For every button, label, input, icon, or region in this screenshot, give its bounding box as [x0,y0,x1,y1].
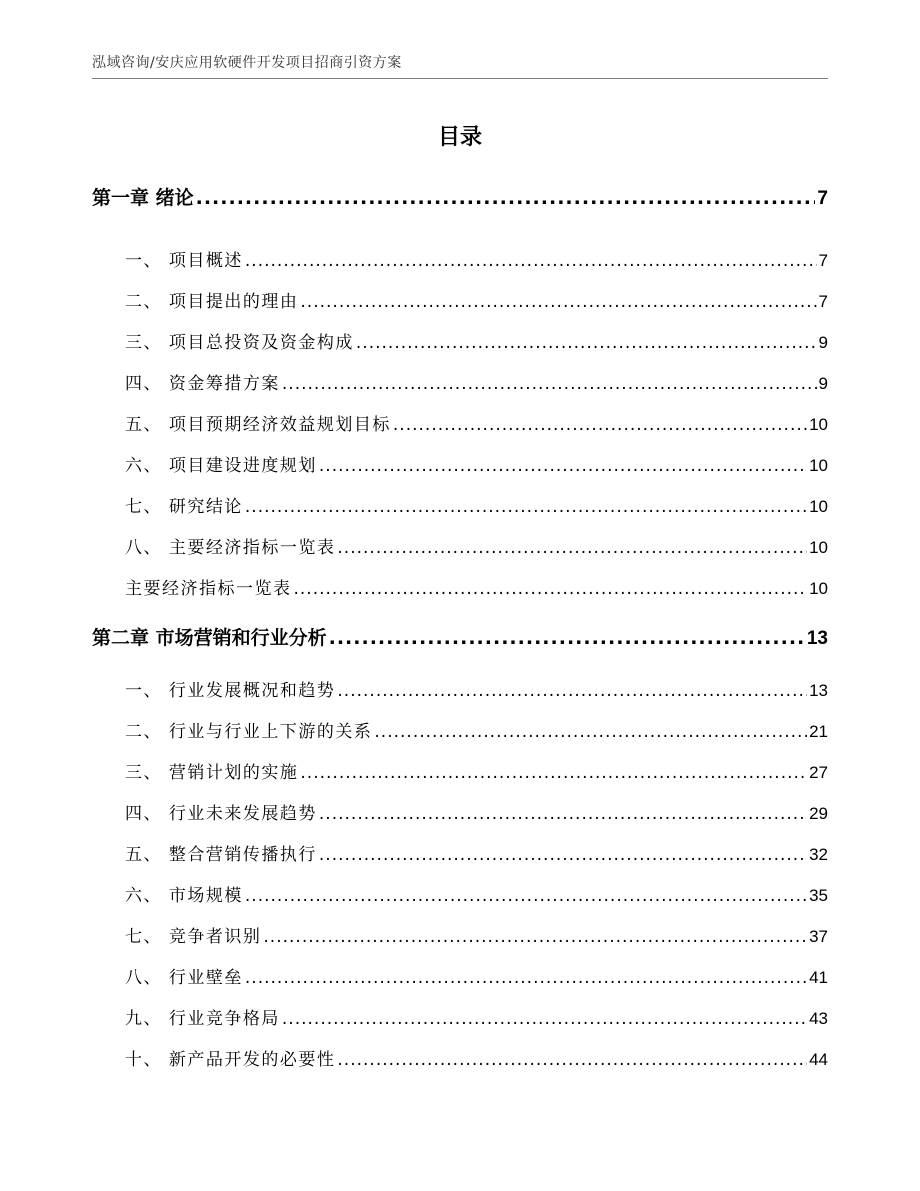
dot-leader [337,681,807,701]
toc-entry[interactable] [92,451,828,476]
toc-chapter-2[interactable] [92,623,828,650]
toc-entry[interactable] [92,492,828,517]
toc-page-number: 27 [809,763,828,782]
toc-page-number: 21 [809,722,828,741]
toc-entry-label: 一、 项目概述 [125,251,243,271]
dot-leader [294,579,808,599]
dot-leader [282,1009,807,1029]
dot-leader [245,251,817,271]
toc-entry-label: 七、 研究结论 [125,497,243,517]
dot-leader [263,927,807,947]
toc-entry[interactable] [92,758,828,783]
toc-entry[interactable] [92,717,828,742]
toc-page-number: 29 [809,804,828,823]
toc-entry-label: 二、 项目提出的理由 [125,292,299,312]
toc-entry-label: 二、 行业与行业上下游的关系 [125,722,373,742]
toc-entry[interactable] [92,328,828,353]
dot-leader [245,886,807,906]
toc-page-number: 9 [818,333,828,352]
toc-entry[interactable] [92,410,828,435]
toc-entry[interactable] [92,574,828,599]
dot-leader [393,415,807,435]
toc-page-number: 9 [818,374,828,393]
page-header: 泓域咨询/安庆应用软硬件开发项目招商引资方案 [92,52,828,79]
toc-chapter-label: 第二章 市场营销和行业分析 [92,627,327,649]
toc-page-number: 32 [809,845,828,864]
toc-entry[interactable] [92,1004,828,1029]
toc-entry-label: 五、 整合营销传播执行 [125,845,317,865]
toc-page-number: 37 [809,927,828,946]
toc-page-number: 10 [809,456,828,475]
toc-entry-label: 三、 项目总投资及资金构成 [125,333,354,353]
dot-leader [196,187,816,209]
toc-entry-label: 六、 项目建设进度规划 [125,456,317,476]
toc-page-number: 7 [818,251,828,270]
dot-leader [337,1050,807,1070]
toc-page-number: 10 [809,497,828,516]
toc-entry-label: 主要经济指标一览表 [125,579,292,599]
dot-leader [329,627,805,649]
dot-leader [282,374,817,394]
toc-page-number: 10 [809,579,828,598]
toc-entry[interactable] [92,922,828,947]
toc-chapter-label: 第一章 绪论 [92,187,194,209]
toc-page-number: 10 [809,538,828,557]
toc-page-number: 7 [818,292,828,311]
dot-leader [319,456,807,476]
toc-entry[interactable] [92,881,828,906]
dot-leader [245,968,807,988]
dot-leader [337,538,807,558]
toc-entry[interactable] [92,1045,828,1070]
toc-entry-label: 三、 营销计划的实施 [125,763,299,783]
toc-page-number: 43 [809,1009,828,1028]
toc-entry[interactable] [92,840,828,865]
toc-page-number: 13 [809,681,828,700]
toc-entry[interactable] [92,246,828,271]
dot-leader [319,804,807,824]
toc-entry-label: 八、 行业壁垒 [125,968,243,988]
dot-leader [300,763,807,783]
toc-entry[interactable] [92,533,828,558]
toc-entry-label: 八、 主要经济指标一览表 [125,538,336,558]
toc-title: 目录 [437,125,482,150]
toc-entry-label: 六、 市场规模 [125,886,243,906]
toc-entry-label: 十、 新产品开发的必要性 [125,1050,336,1070]
dot-leader [374,722,807,742]
dot-leader [300,292,816,312]
toc-entry-label: 四、 资金筹措方案 [125,374,280,394]
toc-chapter-1[interactable] [92,183,828,210]
toc-page-number: 13 [806,628,828,649]
toc-page-number: 41 [809,968,828,987]
toc-entry[interactable] [92,799,828,824]
toc-entry[interactable] [92,369,828,394]
toc-entry[interactable] [92,676,828,701]
dot-leader [245,497,807,517]
dot-leader [319,845,807,865]
toc-entry[interactable] [92,963,828,988]
toc-entry-label: 一、 行业发展概况和趋势 [125,681,336,701]
toc-entry-label: 四、 行业未来发展趋势 [125,804,317,824]
toc-entry-label: 九、 行业竞争格局 [125,1009,280,1029]
toc-entry-label: 七、 竞争者识别 [125,927,262,947]
toc-page-number: 35 [809,886,828,905]
toc-entry-label: 五、 项目预期经济效益规划目标 [125,415,391,435]
dot-leader [356,333,817,353]
toc-page-number: 44 [809,1050,828,1069]
toc-page-number: 10 [809,415,828,434]
toc-page-number: 7 [817,188,828,209]
toc-entry[interactable] [92,287,828,312]
